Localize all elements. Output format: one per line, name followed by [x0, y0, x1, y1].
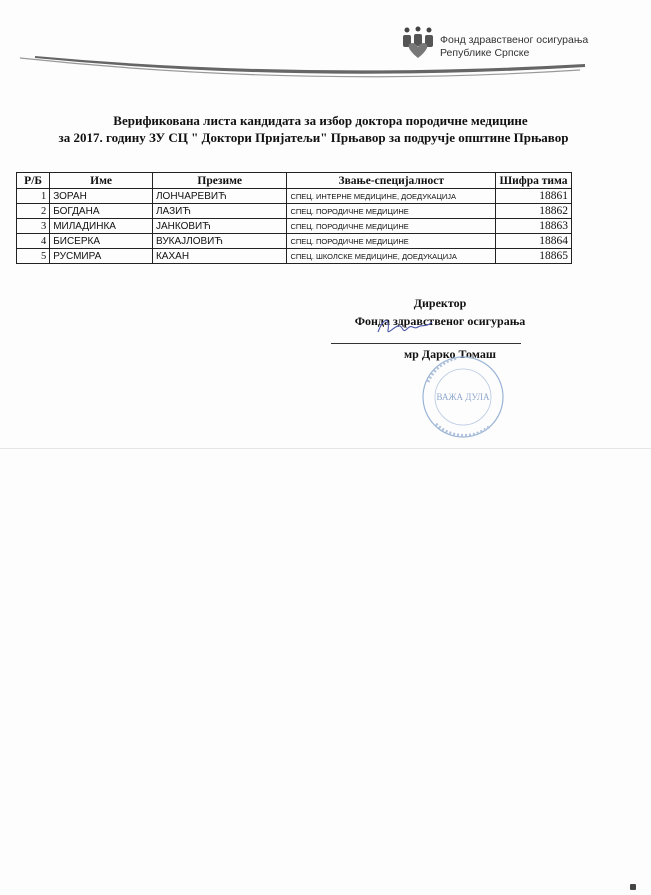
cell-ime: МИЛАДИНКА [50, 219, 153, 234]
signatory-org: Фонда здравственог осигурања [354, 314, 526, 328]
cell-rb: 4 [17, 234, 50, 249]
col-header-zvanje: Звање-специјалност [287, 173, 496, 189]
table-row [17, 189, 572, 204]
cell-prezime: КАХАН [152, 249, 286, 264]
cell-zvanje: СПЕЦ. ПОРОДИЧНЕ МЕДИЦИНЕ [287, 219, 496, 234]
handwritten-signature [370, 306, 440, 346]
cell-rb: 1 [17, 189, 50, 204]
document-title-line-2: за 2017. годину ЗУ СЦ " Доктори Пријатељи" Прњавор за подручје општине Прњавор [58, 130, 569, 145]
official-stamp [408, 352, 518, 442]
org-line-2: Републике Српске [440, 47, 530, 59]
signatory-name: мр Дарко Томаш [404, 347, 496, 361]
cell-sifra: 18863 [496, 219, 572, 234]
cell-zvanje: СПЕЦ. ПОРОДИЧНЕ МЕДИЦИНЕ [287, 234, 496, 249]
signatory-role: Директор [413, 296, 467, 310]
cell-prezime: ЛОНЧАРЕВИЋ [152, 189, 286, 204]
cell-rb: 5 [17, 249, 50, 264]
scan-artifact-line [0, 448, 651, 449]
cell-prezime: ЛАЗИЋ [152, 204, 286, 219]
cell-prezime: ВУКАЈЛОВИЋ [152, 234, 286, 249]
cell-zvanje: СПЕЦ. ШКОЛСКЕ МЕДИЦИНЕ, ДОЕДУКАЦИЈА [287, 249, 496, 264]
org-line-1: Фонд здравственог осигурања [440, 34, 589, 46]
col-header-rb: Р/Б [17, 173, 50, 189]
col-header-ime: Име [50, 173, 153, 189]
org-name [440, 34, 588, 60]
document-title-line-1: Верификована листа кандидата за избор доктора породичне медицине [113, 113, 528, 128]
col-header-prezime: Презиме [152, 173, 286, 189]
cell-rb: 2 [17, 204, 50, 219]
cell-ime: БОГДАНА [50, 204, 153, 219]
cell-rb: 3 [17, 219, 50, 234]
cell-prezime: ЈАНКОВИЋ [152, 219, 286, 234]
table-row [17, 234, 572, 249]
table-row [17, 219, 572, 234]
cell-ime: ЗОРАН [50, 189, 153, 204]
cell-sifra: 18865 [496, 249, 572, 264]
table-header-row [17, 173, 572, 189]
fund-logo-icon [398, 24, 438, 64]
cell-ime: БИСЕРКА [50, 234, 153, 249]
table-row [17, 204, 572, 219]
cell-zvanje: СПЕЦ. ИНТЕРНЕ МЕДИЦИНЕ, ДОЕДУКАЦИЈА [287, 189, 496, 204]
stamp-text: ВАЖА ДУЛА [436, 392, 490, 402]
table-row [17, 249, 572, 264]
cell-zvanje: СПЕЦ. ПОРОДИЧНЕ МЕДИЦИНЕ [287, 204, 496, 219]
cell-sifra: 18864 [496, 234, 572, 249]
cell-ime: РУСМИРА [50, 249, 153, 264]
cell-sifra: 18861 [496, 189, 572, 204]
col-header-sifra: Шифра тима [496, 173, 572, 189]
candidates-table [16, 172, 572, 264]
scan-artifact-dot [630, 884, 636, 890]
cell-sifra: 18862 [496, 204, 572, 219]
